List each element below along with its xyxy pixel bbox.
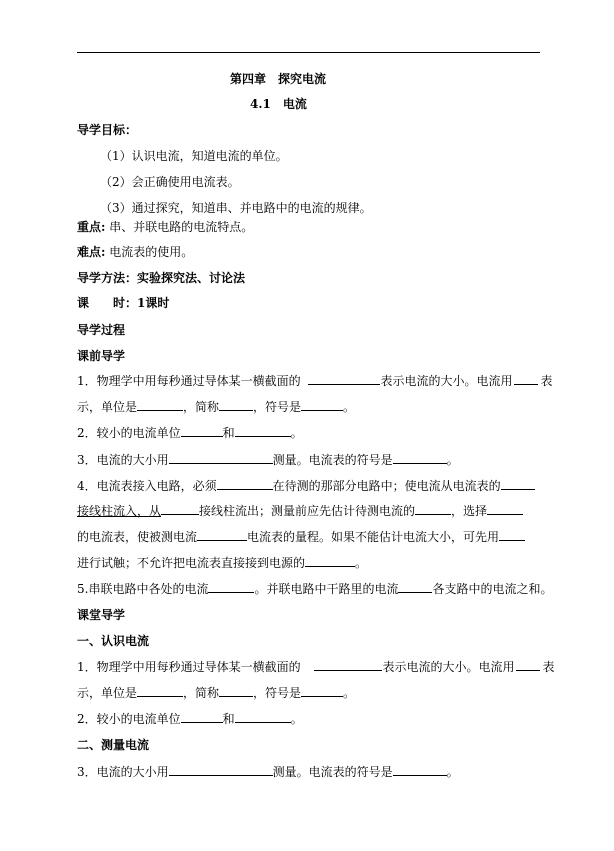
period-label: 课 时： [77, 296, 138, 310]
blank[interactable] [314, 659, 382, 671]
question-text: 示，单位是 [77, 400, 138, 414]
period [77, 295, 169, 311]
question-text: 测量。电流表的符号是 [272, 765, 393, 779]
blank[interactable] [181, 711, 223, 723]
question-text: 电流表的量程。如果不能估计电流大小，可先用 [247, 530, 500, 544]
pre-q4-line2 [77, 503, 523, 519]
blank[interactable] [501, 478, 535, 490]
pre-q3 [77, 452, 459, 468]
section-title: 4.1 电流 [250, 97, 307, 111]
blank[interactable] [393, 764, 447, 776]
question-text: 3．电流的大小用 [77, 765, 169, 779]
question-text: ，选择 [451, 504, 488, 518]
question-text: 的电流表，使被测电流 [77, 530, 198, 544]
key-point-label: 重点: [77, 220, 106, 234]
question-text: 。 [290, 712, 303, 726]
blank[interactable] [208, 581, 254, 593]
question-text: 和 [222, 426, 235, 440]
question-text: ，简称 [183, 400, 220, 414]
blank[interactable] [415, 503, 451, 515]
difficulty-label: 难点: [77, 245, 106, 259]
question-text: 1．物理学中用每秒通过导体某一横截面的 [77, 374, 301, 388]
process-heading: 导学过程 [77, 323, 126, 337]
question-text: 在待测的那部分电路中；使电流从电流表的 [272, 479, 501, 493]
pre-q4-line4 [77, 555, 367, 571]
question-text: ，符号是 [253, 686, 302, 700]
in-class-heading: 课堂导学 [77, 608, 126, 622]
blank[interactable] [169, 764, 273, 776]
question-text: 表示电流的大小。电流用 [382, 660, 515, 674]
pre-q4-line3 [77, 529, 525, 545]
question-text: 接线柱流入，从 [77, 504, 162, 518]
objective-item: （2）会正确使用电流表。 [100, 175, 240, 189]
blank[interactable] [137, 399, 183, 411]
in-q2 [77, 711, 303, 727]
question-text: 1．物理学中用每秒通过导体某一横截面的 [77, 660, 301, 674]
question-text: 进行试触；不允许把电流表直接接到电源的 [77, 556, 306, 570]
key-point-text: 串、并联电路的电流特点。 [109, 220, 254, 234]
blank[interactable] [217, 478, 273, 490]
blank[interactable] [181, 425, 223, 437]
question-text: 。 [343, 686, 356, 700]
question-text: ，简称 [183, 686, 220, 700]
blank[interactable] [219, 685, 253, 697]
question-text: 测量。电流表的符号是 [272, 453, 393, 467]
difficulty [77, 244, 193, 260]
pre-q4-line1 [77, 478, 535, 494]
blank[interactable] [514, 373, 538, 385]
question-text: 表 [540, 374, 553, 388]
blank[interactable] [197, 529, 247, 541]
in-q1-line1 [77, 659, 555, 675]
method: 导学方法：实验探究法、讨论法 [77, 271, 246, 285]
blank[interactable] [398, 581, 432, 593]
objective-item: （3）通过探究，知道串、并电路中的电流的规律。 [100, 201, 372, 215]
question-text: 。 [290, 426, 303, 440]
blank[interactable] [137, 685, 183, 697]
blank[interactable] [516, 659, 540, 671]
header-rule [77, 52, 540, 53]
question-text: 。 [446, 453, 459, 467]
blank[interactable] [301, 399, 343, 411]
key-point [77, 219, 253, 235]
question-text: 。并联电路中干路里的电流 [254, 582, 399, 596]
question-text: 4．电流表接入电路，必须 [77, 479, 217, 493]
difficulty-text: 电流表的使用。 [109, 245, 194, 259]
question-text: 接线柱流出；测量前应先估计待测电流的 [199, 504, 416, 518]
objectives-heading: 导学目标： [77, 123, 138, 137]
question-text: 表 [542, 660, 555, 674]
chapter-title: 第四章 探究电流 [230, 72, 327, 86]
blank[interactable] [301, 685, 343, 697]
blank[interactable] [487, 503, 523, 515]
blank[interactable] [161, 503, 199, 515]
question-text: 。 [343, 400, 356, 414]
question-text: 。 [446, 765, 459, 779]
blank[interactable] [235, 425, 291, 437]
pre-q1-line1 [77, 373, 553, 389]
question-text: 5.串联电路中各处的电流 [77, 582, 209, 596]
blank[interactable] [308, 373, 380, 385]
blank[interactable] [169, 452, 273, 464]
part1-heading: 一、认识电流 [77, 634, 150, 648]
question-text: 表示电流的大小。电流用 [380, 374, 513, 388]
question-text: 3．电流的大小用 [77, 453, 169, 467]
pre-q1-line2 [77, 399, 355, 415]
question-text: 2．较小的电流单位 [77, 712, 181, 726]
question-text: 。 [355, 556, 368, 570]
blank[interactable] [393, 452, 447, 464]
blank[interactable] [219, 399, 253, 411]
question-text: 2．较小的电流单位 [77, 426, 181, 440]
period-value: 1课时 [137, 296, 170, 310]
question-text: 和 [222, 712, 235, 726]
question-text: 示，单位是 [77, 686, 138, 700]
blank[interactable] [235, 711, 291, 723]
part2-heading: 二、测量电流 [77, 738, 150, 752]
in-q1-line2 [77, 685, 355, 701]
blank[interactable] [305, 555, 355, 567]
objective-item: （1）认识电流，知道电流的单位。 [100, 149, 288, 163]
blank[interactable] [499, 529, 525, 541]
pre-q2 [77, 425, 303, 441]
question-text: 各支路中的电流之和。 [432, 582, 553, 596]
pre-class-heading: 课前导学 [77, 349, 126, 363]
pre-q5 [77, 581, 552, 597]
in-q3 [77, 764, 459, 780]
question-text: ，符号是 [253, 400, 302, 414]
